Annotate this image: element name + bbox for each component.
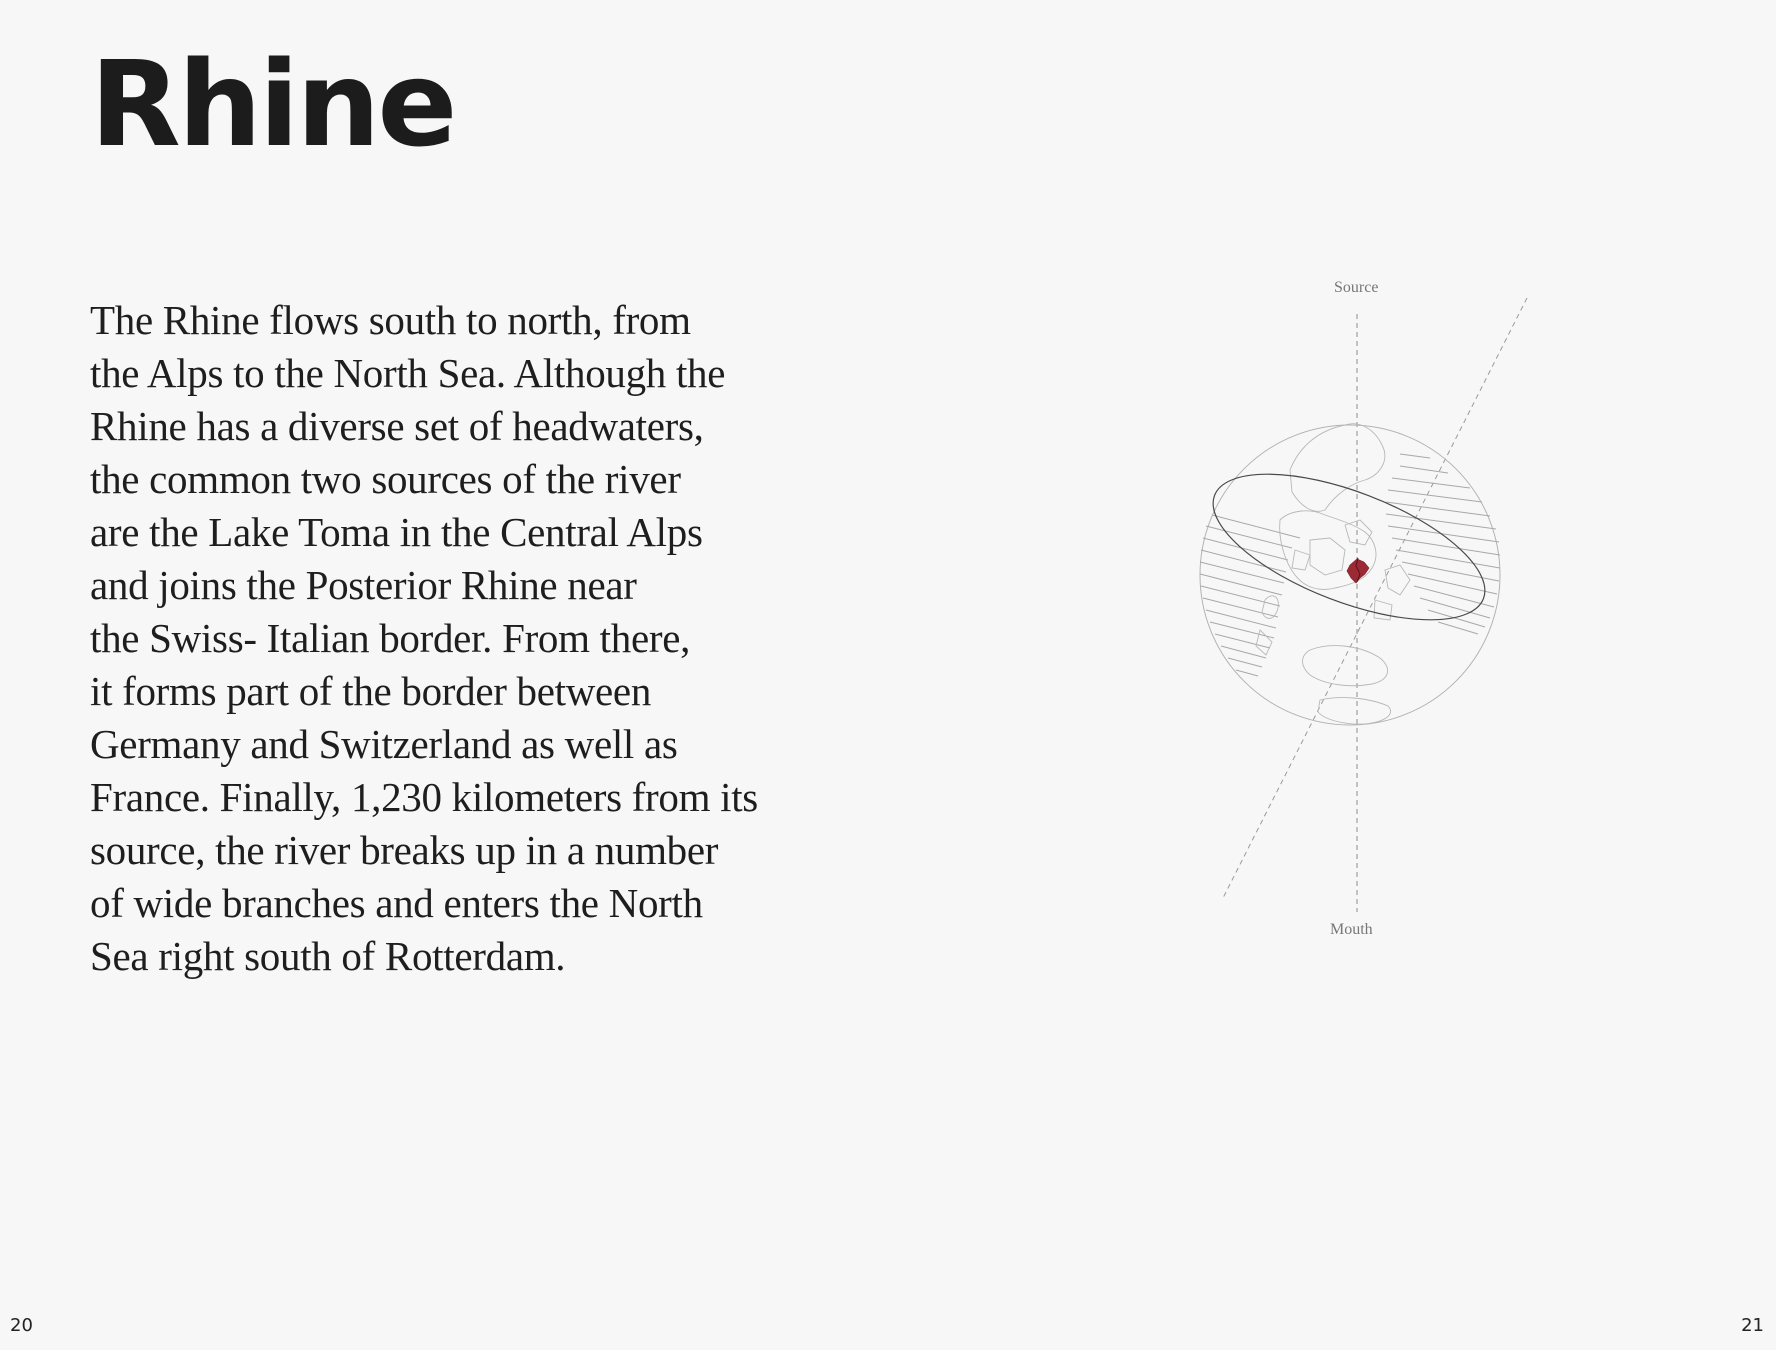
body-line: The Rhine flows south to north, from <box>90 297 691 343</box>
mouth-label: Mouth <box>1330 921 1373 938</box>
body-line: the Swiss- Italian border. From there, <box>90 615 691 661</box>
body-line: France. Finally, 1,230 kilometers from its <box>90 774 758 820</box>
globe-illustration <box>1160 270 1580 950</box>
body-line: Sea right south of Rotterdam. <box>90 933 566 979</box>
right-hatch-band <box>1386 454 1500 634</box>
tilted-axis <box>1223 298 1527 898</box>
body-line: of wide branches and enters the North <box>90 880 703 926</box>
globe-drawing <box>1160 270 1580 950</box>
body-paragraph <box>90 294 790 983</box>
body-line: the Alps to the North Sea. Although the <box>90 350 726 396</box>
body-line: are the Lake Toma in the Central Alps <box>90 509 703 555</box>
body-line: and joins the Posterior Rhine near <box>90 562 637 608</box>
body-line: Rhine has a diverse set of headwaters, <box>90 403 704 449</box>
source-label: Source <box>1334 279 1379 296</box>
body-line: source, the river breaks up in a number <box>90 827 719 873</box>
left-hatch-band <box>1200 515 1300 676</box>
body-line: it forms part of the border between <box>90 668 652 714</box>
page-title: Rhine <box>90 35 455 173</box>
body-line: Germany and Switzerland as well as <box>90 721 678 767</box>
page-number-left: 20 <box>10 1315 33 1336</box>
body-line: the common two sources of the river <box>90 456 681 502</box>
page-number-right: 21 <box>1741 1315 1764 1336</box>
